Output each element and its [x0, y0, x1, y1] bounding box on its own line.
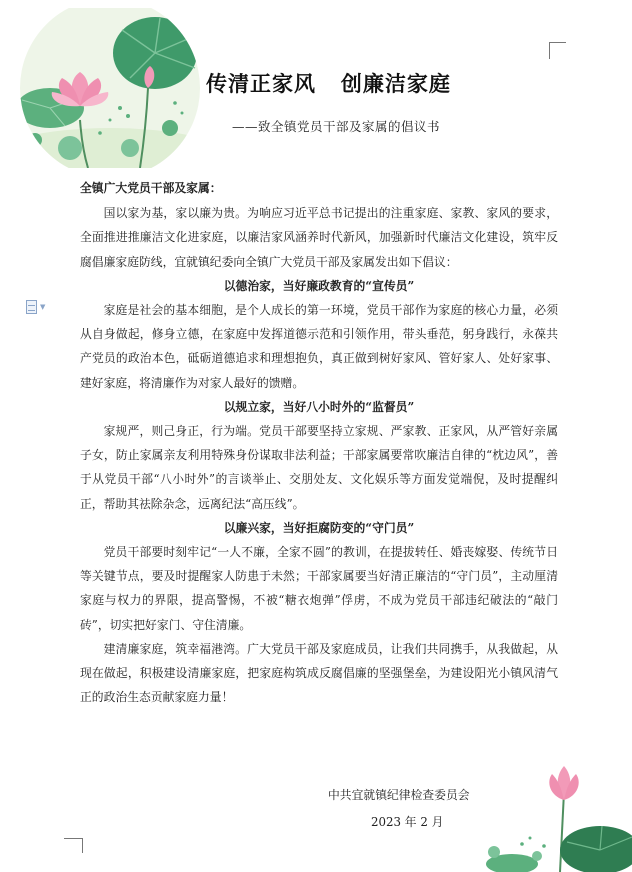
- signature: 中共宜就镇纪律检查委员会: [328, 788, 470, 802]
- lotus-decoration-icon: [10, 8, 210, 168]
- section-heading: 以廉兴家，当好拒腐防变的“守门员”: [223, 520, 415, 535]
- lotus-decoration-icon: [482, 752, 632, 872]
- document-body: [80, 176, 558, 709]
- section-paragraph: 家庭是社会的基本细胞，是个人成长的第一环境，党员干部作为家庭的核心力量，必须从自身做起，修身立德，在家庭中发挥道德示范和引领作用，带头垂范，躬身践行，永葆共产党员的政治本色，砥砺道德追求和理想抱负，真正做到树好家风、管好家人、处好家事、建好家庭，将清廉作为对家人最好的馈赠。: [80, 303, 558, 390]
- document-date: 2023 年 2 月: [371, 815, 444, 829]
- document-subtitle: ——致全镇党员干部及家属的倡议书: [232, 119, 441, 134]
- file-icon: [26, 300, 37, 314]
- salutation: 全镇广大党员干部及家属：: [80, 181, 222, 195]
- intro-paragraph: 国以家为基，家以廉为贵。为响应习近平总书记提出的注重家庭、家教、家风的要求，全面推进推廉洁文化进家庭，以廉洁家风涵养时代新风，加强新时代廉洁文化建设，筑牢反腐倡廉家庭防线，宜就镇纪委向全镇广大党员干部及家属发出如下倡议：: [80, 206, 558, 269]
- page-corner-mark: [64, 838, 83, 853]
- section-paragraph: 家规严，则己身正，行为端。党员干部要坚持立家规、严家教、正家风，从严管好亲属子女，防止家属亲友利用特殊身份谋取非法利益；干部家属要常吹廉洁自律的“枕边风”，善于从党员干部“八小时外”的言谈举止、交朋处友、文化娱乐等方面发觉端倪，及时提醒纠正，帮助其祛除杂念，远离纪法“高压线”。: [80, 424, 558, 511]
- chevron-down-icon: ▼: [40, 303, 46, 311]
- page-corner-mark: [549, 42, 566, 59]
- closing-paragraph: 建清廉家庭，筑幸福港湾。广大党员干部及家庭成员，让我们共同携手，从我做起，从现在做起，积极建设清廉家庭，把家庭构筑成反腐倡廉的坚强堡垒，为建设阳光小镇风清气正的政治生态贡献家庭力量！: [80, 641, 558, 705]
- section-paragraph: 党员干部要时刻牢记“一人不廉，全家不圆”的教训，在提拔转任、婚丧嫁娶、传统节日等关键节点，要及时提醒家人防患于未然；干部家属要当好清正廉洁的“守门员”，主动厘清家庭与权力的界限，提高警惕，不被“糖衣炮弹”俘虏，不成为党员干部违纪破法的“敲门砖”，切实把好家门、守住清廉。: [80, 545, 558, 632]
- document-title: 传清正家风 创廉洁家庭: [206, 71, 451, 96]
- section-heading: 以德治家，当好廉政教育的“宣传员”: [223, 278, 415, 293]
- section-heading: 以规立家，当好八小时外的“监督员”: [223, 399, 415, 414]
- document-options-icon[interactable]: [26, 300, 45, 314]
